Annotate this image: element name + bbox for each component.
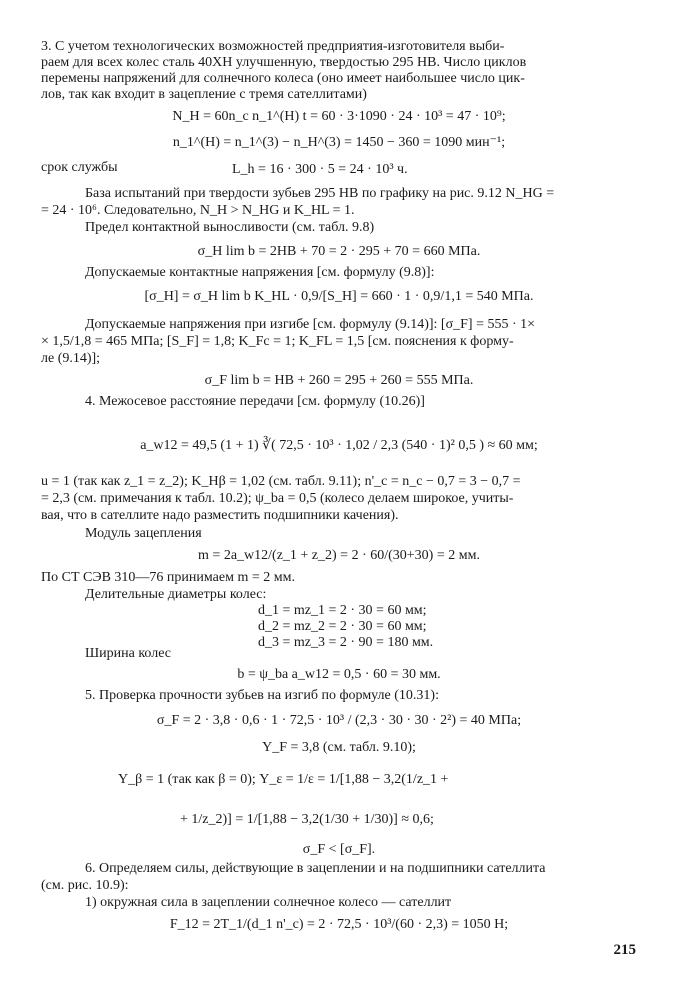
formula: d_1 = mz_1 = 2 · 30 = 60 мм;	[258, 603, 427, 618]
formula: σ_F = 2 · 3,8 · 0,6 · 1 · 72,5 · 10³ / (2,3 · 30 · 30 · 2²) = 40 МПа;	[156, 713, 522, 728]
text-line: срок службы	[41, 160, 118, 175]
text-line: Модуль зацепления	[85, 526, 202, 541]
text-line: 1) окружная сила в зацеплении солнечное колесо — сателлит	[85, 895, 452, 910]
text-line: u = 1 (так как z_1 = z_2); K_Hβ = 1,02 (см. табл. 9.11); n'_c = n_c − 0,7 = 3 − 0,7 =	[41, 474, 521, 489]
text-line: перемены напряжений для солнечного колеса (оно имеет наибольшее число цик-	[41, 71, 525, 86]
text-line: По СТ СЭВ 310—76 принимаем m = 2 мм.	[41, 570, 295, 585]
formula: L_h = 16 · 300 · 5 = 24 · 10³ ч.	[232, 162, 408, 177]
text-line: 4. Межосевое расстояние передачи [см. формулу (10.26)]	[85, 394, 425, 409]
text-line: = 2,3 (см. примечания к табл. 10.2); ψ_ba = 0,5 (колесо делаем широкое, учиты-	[41, 491, 514, 506]
text-line: 3. С учетом технологических возможностей предприятия-изготовителя выби-	[41, 39, 505, 54]
text-line: Предел контактной выносливости (см. табл. 9.8)	[85, 220, 375, 235]
page-number: 215	[613, 942, 636, 958]
text-line: ле (9.14)];	[41, 351, 101, 366]
formula: n_1^(H) = n_1^(3) − n_H^(3) = 1450 − 360 = 1090 мин⁻¹;	[172, 135, 506, 150]
formula: b = ψ_ba a_w12 = 0,5 · 60 = 30 мм.	[237, 667, 441, 682]
formula: Y_β = 1 (так как β = 0); Y_ε = 1/ε = 1/[1,88 − 3,2(1/z_1 +	[118, 772, 449, 787]
text-line: Допускаемые напряжения при изгибе [см. формулу (9.14)]: [σ_F] = 555 · 1×	[85, 317, 536, 332]
text-line: вая, что в сателлите надо разместить подшипники качения).	[41, 508, 399, 523]
text-line: (см. рис. 10.9):	[41, 878, 129, 893]
formula: σ_F < [σ_F].	[302, 842, 376, 857]
formula: a_w12 = 49,5 (1 + 1) ∛( 72,5 · 10³ · 1,02 / 2,3 (540 · 1)² 0,5 ) ≈ 60 мм;	[140, 438, 538, 453]
formula: Y_F = 3,8 (см. табл. 9.10);	[262, 740, 416, 755]
formula: N_H = 60n_c n_1^(H) t = 60 · 3·1090 · 24 · 10³ = 47 · 10⁹;	[172, 109, 506, 124]
formula: σ_F lim b = НВ + 260 = 295 + 260 = 555 МПа.	[204, 373, 474, 388]
text-line: Ширина колес	[85, 646, 171, 661]
formula: F_12 = 2T_1/(d_1 n'_c) = 2 · 72,5 · 10³/(60 · 2,3) = 1050 Н;	[169, 917, 509, 932]
text-line: База испытаний при твердости зубьев 295 НВ по графику на рис. 9.12 N_HG =	[85, 186, 555, 201]
formula: [σ_H] = σ_H lim b K_HL · 0,9/[S_H] = 660 · 1 · 0,9/1,1 = 540 МПа.	[144, 289, 534, 304]
formula: d_3 = mz_3 = 2 · 90 = 180 мм.	[258, 635, 434, 650]
text-line: Делительные диаметры колес:	[85, 587, 267, 602]
text-line: Допускаемые контактные напряжения [см. формулу (9.8)]:	[85, 265, 435, 280]
text-line: = 24 · 10⁶. Следовательно, N_H > N_HG и K_HL = 1.	[41, 203, 355, 218]
text-line: 6. Определяем силы, действующие в зацеплении и на подшипники сателлита	[85, 861, 546, 876]
text-line: 5. Проверка прочности зубьев на изгиб по формуле (10.31):	[85, 688, 439, 703]
formula: d_2 = mz_2 = 2 · 30 = 60 мм;	[258, 619, 427, 634]
formula: + 1/z_2)] = 1/[1,88 − 3,2(1/30 + 1/30)] ≈ 0,6;	[180, 812, 434, 827]
text-line: × 1,5/1,8 = 465 МПа; [S_F] = 1,8; K_Fc = 1; K_FL = 1,5 [см. пояснения к форму-	[41, 334, 514, 349]
text-line: лов, так как входит в зацепление с тремя сателлитами)	[41, 87, 367, 102]
text-line: раем для всех колес сталь 40ХН улучшенную, твердостью 295 НВ. Число циклов	[41, 55, 527, 70]
formula: σ_H lim b = 2НВ + 70 = 2 · 295 + 70 = 660 МПа.	[197, 244, 481, 259]
formula: m = 2a_w12/(z_1 + z_2) = 2 · 60/(30+30) = 2 мм.	[198, 548, 480, 563]
